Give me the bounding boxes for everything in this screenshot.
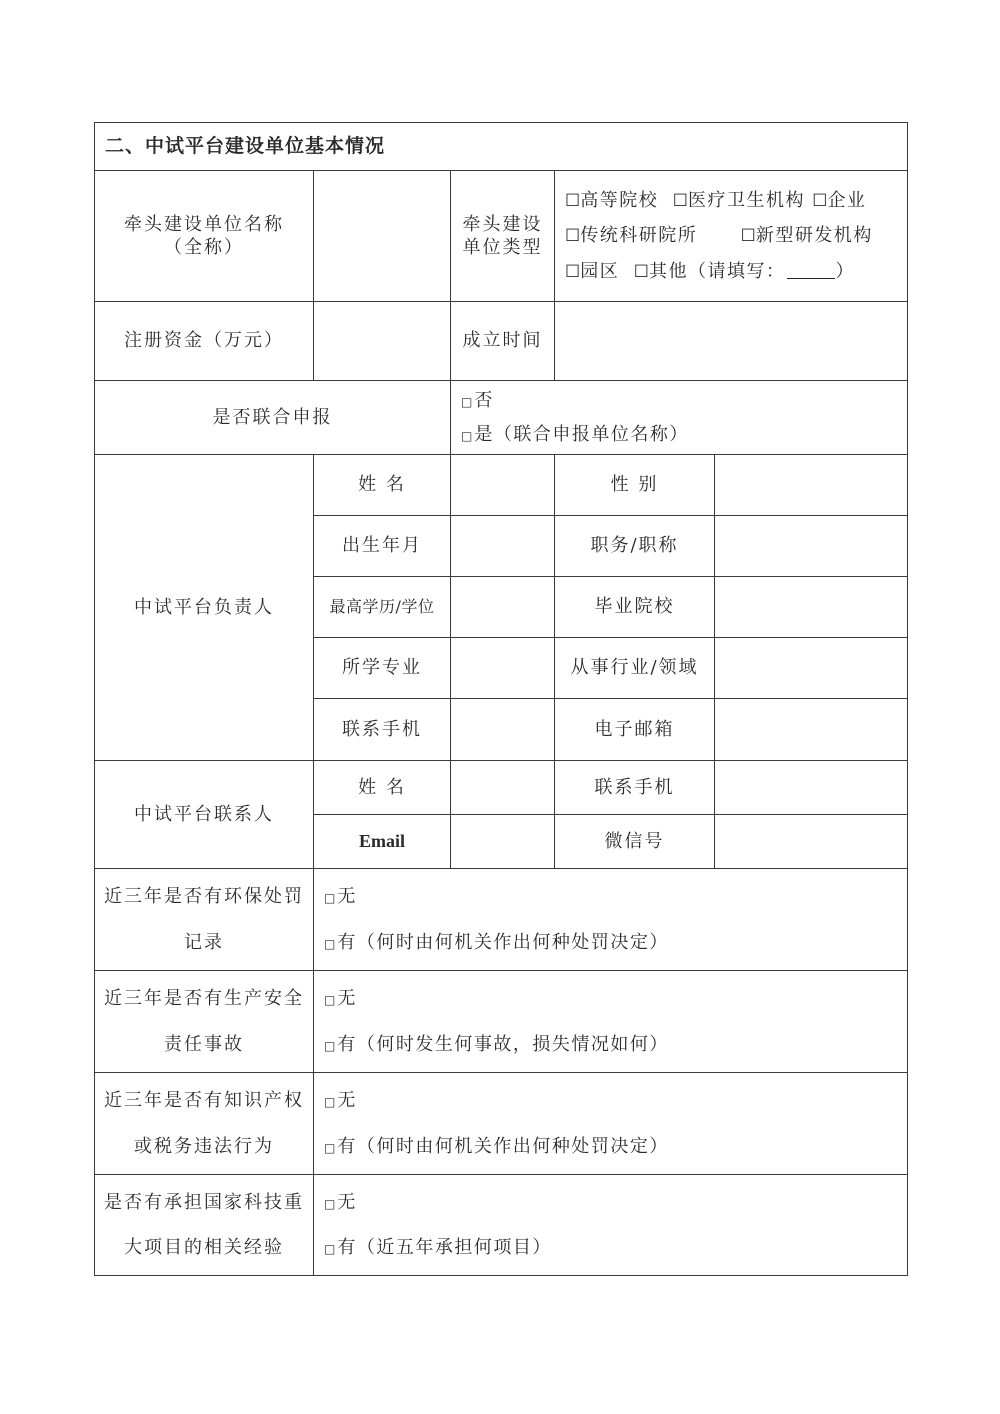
leader-industry-label: 从事行业/领域 [555,638,715,699]
leader-gender-label: 性 别 [555,455,715,516]
checkbox-icon[interactable]: □ [461,395,473,410]
safety-accident-no: 无 [337,988,357,1010]
checkbox-icon[interactable]: ☐ [565,226,581,247]
joint-option-yes: 是（联合申报单位名称） [474,423,689,445]
contact-name-label: 姓 名 [314,761,451,815]
checkbox-icon[interactable]: ☐ [633,261,649,282]
checkbox-icon[interactable]: ☐ [740,226,756,247]
major-project-label: 是否有承担国家科技重 大项目的相关经验 [95,1175,314,1276]
contact-phone-label: 联系手机 [555,761,715,815]
major-project-no: 无 [337,1191,357,1213]
joint-option-no: 否 [474,390,494,412]
other-fill-blank[interactable] [787,278,835,279]
checkbox-icon[interactable]: □ [324,1196,336,1211]
leader-email-input[interactable] [715,699,908,761]
option-university: 高等院校 [580,189,659,211]
leader-email-label: 电子邮箱 [555,699,715,761]
ip-tax-violation-no: 无 [337,1090,357,1112]
registered-capital-input[interactable] [314,302,451,381]
ip-tax-violation-options [314,1073,908,1175]
info-form-table [94,122,908,1276]
option-other: 其他（请填写： [648,260,786,282]
leader-gender-input[interactable] [715,455,908,516]
leader-label: 中试平台负责人 [95,455,314,761]
checkbox-icon[interactable]: ☐ [672,190,688,211]
option-new-rd: 新型研发机构 [755,225,873,247]
leader-education-label: 最高学历/学位 [314,577,451,638]
env-penalty-label: 近三年是否有环保处罚 记录 [95,869,314,971]
leader-phone-label: 联系手机 [314,699,451,761]
founding-time-input[interactable] [555,302,908,381]
checkbox-icon[interactable]: □ [324,1038,336,1053]
leader-position-input[interactable] [715,516,908,577]
joint-options [451,381,908,455]
checkbox-icon[interactable]: ☐ [812,190,828,211]
leader-school-label: 毕业院校 [555,577,715,638]
unit-name-input[interactable] [314,171,451,302]
section-title: 二、中试平台建设单位基本情况 [95,123,908,171]
checkbox-icon[interactable]: □ [461,428,473,443]
option-park: 园区 [580,260,620,282]
leader-birth-label: 出生年月 [314,516,451,577]
unit-type-label: 牵头建设 单位类型 [451,171,555,302]
leader-position-label: 职务/职称 [555,516,715,577]
contact-label: 中试平台联系人 [95,761,314,869]
safety-accident-yes: 有（何时发生何事故，损失情况如何） [337,1033,669,1055]
checkbox-icon[interactable]: □ [324,936,336,951]
leader-major-label: 所学专业 [314,638,451,699]
checkbox-icon[interactable]: ☐ [565,261,581,282]
contact-email-input[interactable] [451,815,555,869]
leader-name-label: 姓 名 [314,455,451,516]
joint-label: 是否联合申报 [95,381,451,455]
contact-phone-input[interactable] [715,761,908,815]
contact-name-input[interactable] [451,761,555,815]
checkbox-icon[interactable]: □ [324,1242,336,1256]
contact-email-label: Email [314,815,451,869]
checkbox-icon[interactable]: □ [324,891,336,906]
leader-birth-input[interactable] [451,516,555,577]
env-penalty-no: 无 [337,886,357,908]
contact-wechat-input[interactable] [715,815,908,869]
leader-education-input[interactable] [451,577,555,638]
option-enterprise: 企业 [827,189,867,211]
ip-tax-violation-label: 近三年是否有知识产权 或税务违法行为 [95,1073,314,1175]
leader-name-input[interactable] [451,455,555,516]
safety-accident-label: 近三年是否有生产安全 责任事故 [95,971,314,1073]
leader-school-input[interactable] [715,577,908,638]
checkbox-icon[interactable]: □ [324,1095,336,1110]
option-research-institute: 传统科研院所 [580,225,698,247]
safety-accident-options [314,971,908,1073]
option-medical: 医疗卫生机构 [687,189,805,211]
registered-capital-label: 注册资金（万元） [95,302,314,381]
env-penalty-options [314,869,908,971]
contact-wechat-label: 微信号 [555,815,715,869]
checkbox-icon[interactable]: ☐ [565,190,581,211]
founding-time-label: 成立时间 [451,302,555,381]
unit-type-options: ☐高等院校 ☐医疗卫生机构 ☐企业 ☐传统科研院所 ☐新型研发机构 ☐园区 ☐其他（请填写： ） [555,171,908,302]
leader-industry-input[interactable] [715,638,908,699]
env-penalty-yes: 有（何时由何机关作出何种处罚决定） [337,931,669,953]
major-project-yes: 有（近五年承担何项目） [337,1237,552,1258]
leader-phone-input[interactable] [451,699,555,761]
ip-tax-violation-yes: 有（何时由何机关作出何种处罚决定） [337,1135,669,1157]
unit-name-label: 牵头建设单位名称 （全称） [95,171,314,302]
checkbox-icon[interactable]: □ [324,1140,336,1155]
checkbox-icon[interactable]: □ [324,993,336,1008]
major-project-options [314,1175,908,1276]
leader-major-input[interactable] [451,638,555,699]
